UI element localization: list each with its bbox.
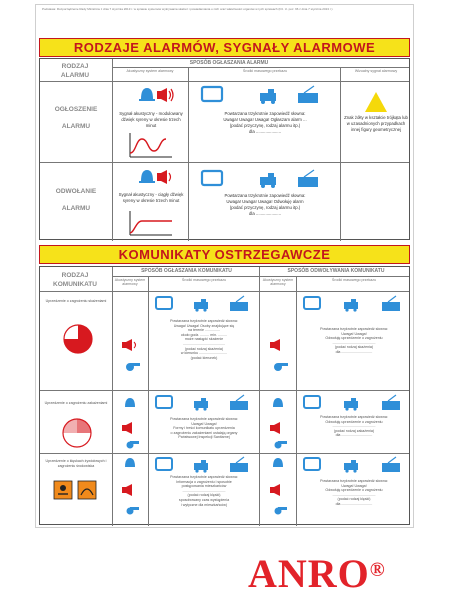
alarms-table	[39, 58, 410, 240]
col-acoustic-header-2: Akustyczny system alarmowy	[114, 278, 146, 286]
modulated-signal-icon	[128, 131, 174, 159]
registered-mark: ®	[369, 559, 386, 581]
warnings-table	[39, 266, 410, 525]
yellow-triangle-icon	[364, 91, 388, 113]
siren-bell-icon-2	[135, 167, 175, 187]
media-icons	[200, 85, 330, 107]
col-media-header-2: Środki masowego przekazu	[181, 278, 227, 282]
warning-disaster-label: Uprzedzenie o klęskach żywiołowych i zagrożeniu środowiska	[45, 459, 107, 468]
siren-horn-icons-3	[118, 455, 144, 523]
media-icons-8	[302, 457, 406, 475]
siren-bell-icon	[135, 85, 175, 105]
alarm-cancel-media-text: Powtarzana trzykrotnie zapowiedź słowna: Uwaga! Uwaga! Uwaga! Odwołuję alarm (podać przyczynę, rodzaj alarmu itp.) dla .....................	[224, 193, 306, 216]
continuous-signal-icon	[128, 209, 174, 237]
siren-horn-icons-2	[266, 395, 292, 451]
media-icons-2	[200, 169, 330, 191]
col-warning-type-header: RODZAJ KOMUNIKATU	[53, 272, 97, 288]
col-visual-header: Wizualny sygnał alarmowy	[354, 69, 398, 73]
col-media-header: Środki masowego przekazu	[242, 69, 288, 73]
col-acoustic-header-3: Akustyczny system alarmowy	[262, 278, 294, 286]
warning-contamination-cancel-text: Powtarzana trzykrotnie zapowiedź słowna: Uwaga! Uwaga! Odwołuję uprzedzenie o zagrożeniu ........................................... (podać rodzaj skażenia) dla ...............................	[320, 327, 388, 354]
col-announce-header: SPOSÓB OGŁASZANIA KOMUNIKATU	[141, 268, 232, 274]
alarms-title-band	[39, 38, 410, 57]
brand-name: ANRO	[248, 551, 370, 596]
legal-basis-note: Podstawa: Rozporządzenie Rady Ministrów z dnia 7 stycznia 2013 r. w sprawie systemów wykrywania skażeń i powiadamiania o nich oraz właściwości organów w tych sprawach (Dz. U. poz. 96 z dnia 7 stycznia 2013 r.)	[42, 7, 333, 11]
clock-quarter-icon	[62, 323, 94, 355]
warning-infection-cancel-text: Powtarzana trzykrotnie zapowiedź słowna: Odwołuję uprzedzenie o zagrożeniu ........................................... (podać rodzaj zakażenia) dla ...............................	[320, 415, 388, 438]
col-cancel-header: SPOSÓB ODWOŁYWANIA KOMUNIKATU	[287, 268, 385, 274]
col-alarm-type-header: RODZAJ ALARMU	[60, 63, 90, 79]
alarm-cancel-acoustic-text: Sygnał akustyczny - ciągły dźwięk syreny w okresie trzech minut	[118, 192, 184, 203]
alarm-visual-text: Znak żółty w kształcie trójkąta lub w uzasadnionych przypadkach innej figury geometrycznej	[344, 115, 408, 132]
clock-hatched-icon	[60, 417, 94, 449]
alarm-announce-media-text: Powtarzana trzykrotnie zapowiedź słowna: Uwaga! Uwaga! Uwaga! Ogłaszam alarm ... (podać przyczynę, rodzaj alarmu itp.) dla .....................	[223, 111, 307, 134]
warning-signs-board	[35, 4, 414, 528]
warning-infection-label: Uprzedzenie o zagrożeniu zakażeniami	[44, 401, 108, 405]
col-acoustic-header: Akustyczny system alarmowy	[126, 69, 174, 73]
warnings-title: KOMUNIKATY OSTRZEGAWCZE	[118, 247, 331, 262]
col-media-header-3: Środki masowego przekazu	[331, 278, 377, 282]
anro-logo	[248, 552, 448, 596]
warning-infection-announce-text: Powtarzana trzykrotnie zapowiedź słowna: Uwaga! Uwaga! Formy i treści komunikatu uprzedzenia o zagrożeniu zakażeniami ustalają organy Państwowej Inspekcji Sanitarnej	[170, 417, 238, 440]
alarm-announce-acoustic-text: Sygnał akustyczny - modulowany dźwięk syreny w okresie trzech minut	[119, 111, 183, 128]
siren-horn-icons	[118, 395, 144, 451]
alarm-announce-label: OGŁOSZENIE ALARMU	[54, 106, 98, 130]
warnings-title-band	[39, 245, 410, 264]
horn-icons	[118, 337, 144, 397]
warning-disaster-cancel-text: Powtarzana trzykrotnie zapowiedź słowna: Uwaga! Uwaga! Odwołuję uprzedzenie o zagrożeniu ........................................... (podać rodzaj klęski) dla ...............................	[320, 479, 388, 506]
warning-contamination-announce-text: Powtarzana trzykrotnie zapowiedź słowna: Uwaga! Uwaga! Osoby znajdujące się na terenie ............... około godz. ......... min. ......... może nastąpić skażenie .......................................... (podać rodzaj skażenia) w kierunku ............................ (podać kierunek)	[170, 319, 238, 360]
hazard-symbols-icon	[52, 479, 100, 501]
media-icons-4	[302, 296, 406, 314]
horn-icons-2	[266, 337, 292, 397]
siren-horn-icons-4	[266, 455, 292, 523]
warning-disaster-announce-text: Powtarzana trzykrotnie zapowiedź słowna: Informacja o zagrożeniu i sposobie postępowania mieszkańców ........................................... (podać rodzaj klęski) sposobowany czas wystąpienia i wytyczne dla mieszkańców)	[170, 475, 238, 507]
media-icons-3	[154, 296, 254, 314]
media-icons-7	[154, 457, 254, 475]
warning-contamination-label: Uprzedzenie o zagrożeniu skażeniami	[45, 299, 107, 303]
media-icons-6	[302, 395, 406, 413]
alarm-cancel-label: ODWOŁANIE ALARMU	[55, 188, 97, 212]
col-method-header: SPOSÓB OGŁASZANIA ALARMU	[189, 60, 269, 66]
alarms-title: RODZAJE ALARMÓW, SYGNAŁY ALARMOWE	[73, 40, 376, 55]
media-icons-5	[154, 395, 254, 413]
